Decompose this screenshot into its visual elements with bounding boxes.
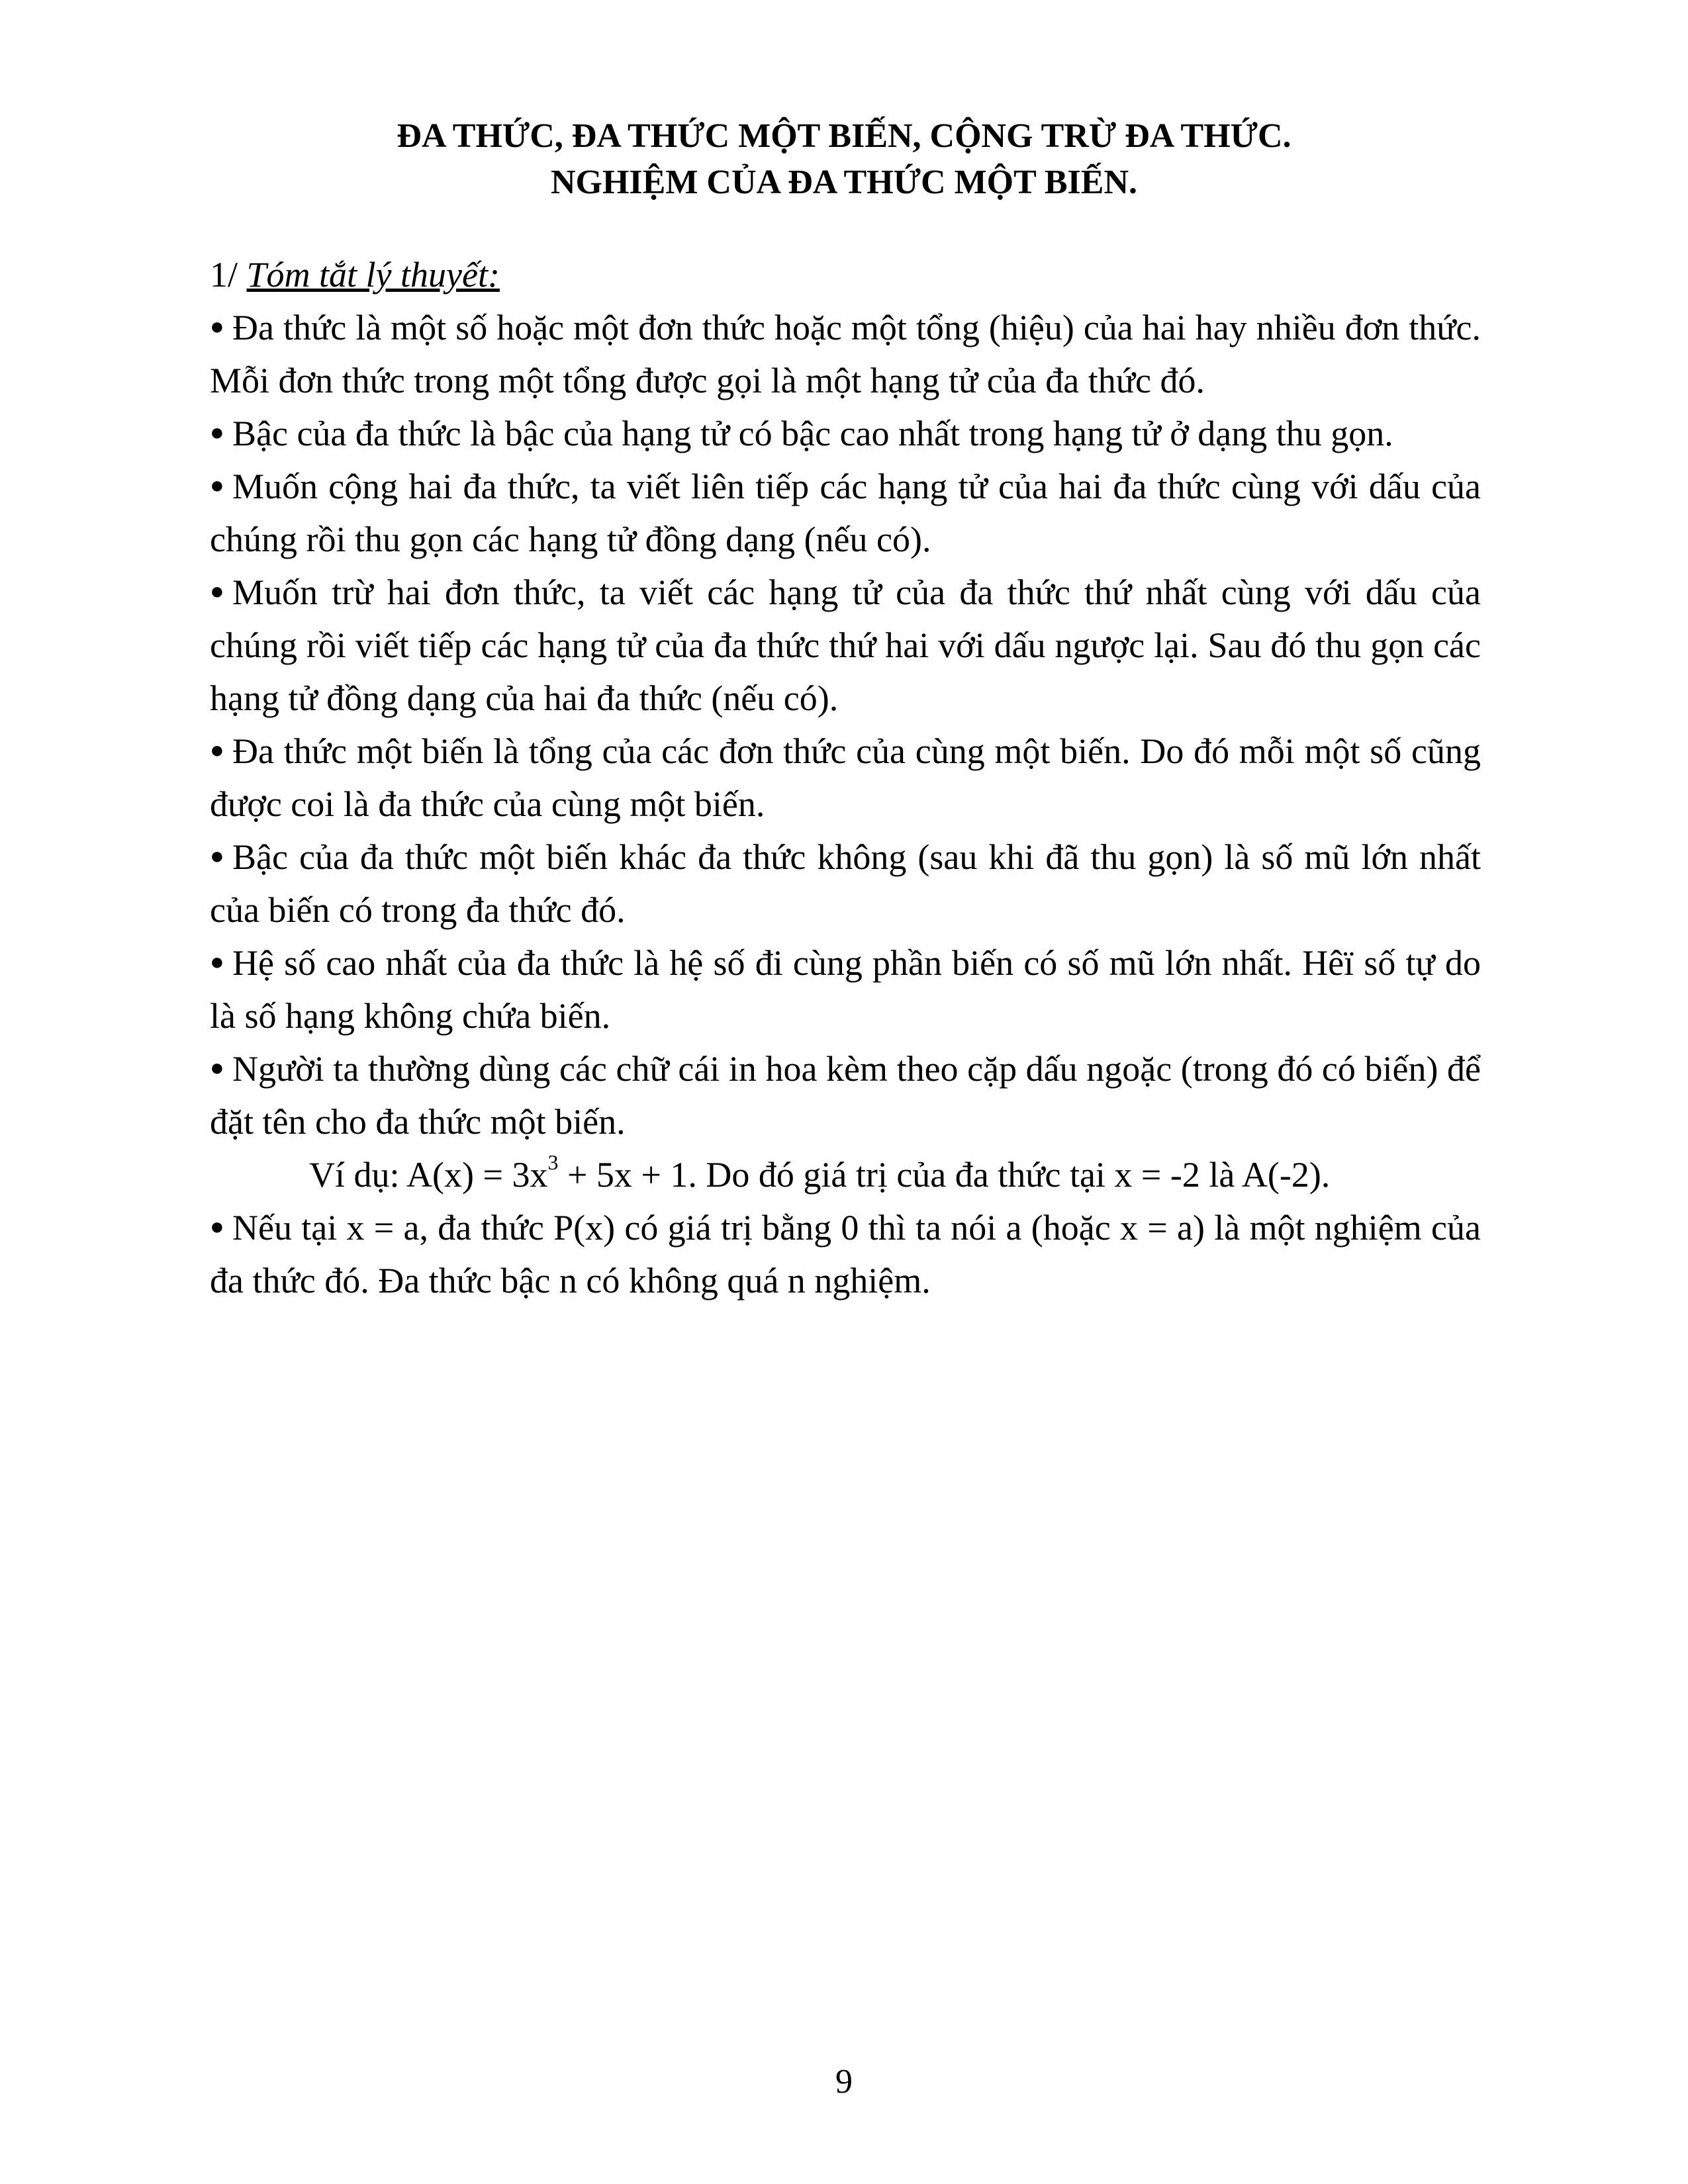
theory-bullet-8 xyxy=(210,1042,1481,1148)
theory-bullet-5 xyxy=(210,725,1481,831)
theory-bullet-3 xyxy=(210,460,1481,566)
bullet-text: Muốn trừ hai đơn thức, ta viết các hạng tử của đa thức thứ nhất cùng với dấu của chúng rồi viết tiếp các hạng tử của đa thức thứ hai với dấu ngược lại. Sau đó thu gọn các hạng tử đồng dạng của hai đa thức (nếu có). xyxy=(210,572,1481,718)
theory-bullet-4 xyxy=(210,566,1481,725)
example-text-before: Ví dụ: A(x) = 3x xyxy=(309,1155,548,1195)
bullet-text: Đa thức là một số hoặc một đơn thức hoặc một tổng (hiệu) của hai hay nhiều đơn thức. Mỗi đơn thức trong một tổng được gọi là một hạng tử của đa thức đó. xyxy=(210,308,1481,400)
bullet-text: Người ta thường dùng các chữ cái in hoa kèm theo cặp dấu ngoặc (trong đó có biến) để đặt tên cho đa thức một biến. xyxy=(210,1049,1481,1142)
bullet-text: Muốn cộng hai đa thức, ta viết liên tiếp các hạng tử của hai đa thức cùng với dấu của chúng rồi thu gọn các hạng tử đồng dạng (nếu có). xyxy=(210,467,1481,559)
bullet-icon: ● xyxy=(210,842,224,869)
page-number: 9 xyxy=(835,2063,853,2101)
document-body xyxy=(210,248,1481,1307)
section-heading xyxy=(210,248,1481,301)
bullet-text: Hệ số cao nhất của đa thức là hệ số đi cùng phần biến có số mũ lớn nhất. Hêï số tự do là số hạng không chứa biến. xyxy=(210,943,1481,1036)
bullet-text: Nếu tại x = a, đa thức P(x) có giá trị bằng 0 thì ta nói a (hoặc x = a) là một nghiệm của đa thức đó. Đa thức bậc n có không quá n nghiệm. xyxy=(210,1208,1481,1300)
bullet-icon: ● xyxy=(210,1054,224,1081)
bullet-icon: ● xyxy=(210,948,224,975)
bullet-icon: ● xyxy=(210,313,224,340)
theory-bullet-6 xyxy=(210,831,1481,936)
document-title-line-1: ĐA THỨC, ĐA THỨC MỘT BIẾN, CỘNG TRỪ ĐA THỨC. xyxy=(397,117,1291,155)
theory-bullet-9 xyxy=(210,1201,1481,1307)
bullet-text: Bậc của đa thức là bậc của hạng tử có bậc cao nhất trong hạng tử ở dạng thu gọn. xyxy=(232,414,1393,453)
theory-bullet-1 xyxy=(210,301,1481,407)
bullet-text: Bậc của đa thức một biến khác đa thức không (sau khi đã thu gọn) là số mũ lớn nhất của biến có trong đa thức đó. xyxy=(210,837,1481,930)
example-text-after: + 5x + 1. Do đó giá trị của đa thức tại x = -2 là A(-2). xyxy=(558,1155,1331,1195)
example-line xyxy=(210,1148,1481,1201)
theory-bullet-7 xyxy=(210,936,1481,1042)
section-label: Tóm tắt lý thuyết: xyxy=(246,255,500,295)
section-number: 1/ xyxy=(210,255,238,295)
bullet-icon: ● xyxy=(210,1213,224,1240)
theory-bullet-2 xyxy=(210,407,1481,460)
bullet-icon: ● xyxy=(210,737,224,763)
bullet-icon: ● xyxy=(210,578,224,604)
example-exponent: 3 xyxy=(547,1150,559,1174)
bullet-text: Đa thức một biến là tổng của các đơn thức của cùng một biến. Do đó mỗi một số cũng được coi là đa thức của cùng một biến. xyxy=(210,731,1481,824)
document-title-line-2: NGHIỆM CỦA ĐA THỨC MỘT BIẾN. xyxy=(550,163,1138,201)
bullet-icon: ● xyxy=(210,419,224,445)
bullet-icon: ● xyxy=(210,472,224,498)
